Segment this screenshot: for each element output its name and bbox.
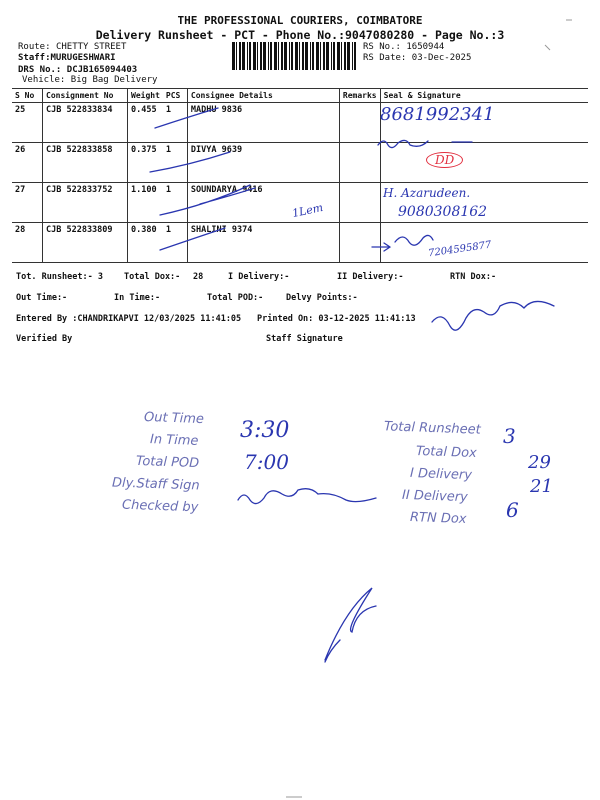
row-consignee: MADHU 9836: [187, 103, 339, 143]
row-consignment: CJB 522833858: [43, 143, 128, 183]
i-delivery-label: I Delivery:-: [228, 272, 290, 282]
tick-mark-3: [160, 185, 255, 215]
row-consignee: SHALINI 9374: [187, 223, 339, 263]
route-label: Route:: [18, 42, 51, 52]
stamp-checked-by: Checked by: [121, 497, 199, 516]
total-pod-label: Total POD:-: [207, 293, 264, 303]
staff-signature: [432, 301, 554, 330]
stamp-staff-signature: [238, 489, 376, 504]
handwritten-dd-circle: DD: [426, 152, 463, 168]
row-sno: 25: [12, 103, 43, 143]
col-remarks: Remarks: [339, 89, 380, 103]
row-consignment: CJB 522833834: [43, 103, 128, 143]
delvy-points-label: Delvy Points:-: [286, 293, 358, 303]
stamp-total-dox: Total Dox: [415, 443, 478, 462]
handwritten-total-dox: 29: [528, 452, 551, 473]
col-pcs: PCS: [163, 89, 188, 103]
tick-mark-2: [150, 152, 230, 172]
handwritten-name-3: H. Azarudeen.: [383, 186, 471, 200]
row-pcs: 1: [163, 143, 188, 183]
rs-date-value: 03-Dec-2025: [411, 53, 472, 63]
printed-on: Printed On: 03-12-2025 11:41:13: [257, 314, 416, 324]
col-consignee: Consignee Details: [187, 89, 339, 103]
handwritten-in-time: 7:00: [244, 450, 289, 474]
handwritten-phone-3: 9080308162: [398, 204, 488, 220]
row-consignee: DIVYA 9639: [187, 143, 339, 183]
handwritten-remark-3: 1Lem: [290, 200, 325, 221]
handwritten-i-delivery: 21: [530, 476, 553, 497]
handwritten-out-time: 3:30: [240, 418, 290, 443]
stamp-rtn-dox: RTN Dox: [409, 510, 467, 527]
row-sno: 28: [12, 223, 43, 263]
out-time-label: Out Time:-: [16, 293, 68, 303]
drs-value: DCJB165094403: [66, 65, 138, 75]
vehicle-value: Big Bag Delivery: [70, 75, 158, 85]
stamp-dly-staff-sign: Dly.Staff Sign: [111, 475, 200, 494]
col-seal: Seal & Signature: [380, 89, 588, 103]
route-value: CHETTY STREET: [55, 42, 127, 52]
verified-by: Verified By: [16, 334, 73, 344]
total-dox-value: 28: [193, 272, 204, 282]
vehicle-label: Vehicle:: [22, 75, 66, 85]
handwritten-total-runsheet: 3: [503, 424, 516, 448]
row-sno: 27: [12, 183, 43, 223]
staff-value: MURUGESHWARI: [50, 53, 116, 63]
rs-no-value: 1650944: [406, 42, 445, 52]
row26-signature: [378, 140, 472, 147]
row-weight: 1.100: [128, 183, 163, 223]
entered-by: Entered By :CHANDRIKAPVI 12/03/2025 11:41:05: [16, 314, 242, 324]
row-consignment: CJB 522833752: [43, 183, 128, 223]
rs-date-label: RS Date:: [363, 53, 407, 63]
stamp-total-runsheet: Total Runsheet: [383, 419, 481, 438]
row-pcs: 1: [163, 183, 188, 223]
rs-no-label: RS No.:: [363, 42, 401, 52]
staff-label: Staff:: [18, 53, 51, 63]
staff-signature-label: Staff Signature: [266, 334, 343, 344]
row-sno: 26: [12, 143, 43, 183]
ii-delivery-label: II Delivery:-: [337, 272, 404, 282]
col-sno: S No: [12, 89, 43, 103]
drs-label: DRS No.:: [18, 65, 62, 75]
row-consignee: SOUNDARYA 9416: [187, 183, 339, 223]
rtn-dox-label: RTN Dox:-: [450, 272, 497, 282]
handwritten-phone-4: 7204595877: [427, 239, 493, 260]
handwritten-phone-1: 8681992341: [380, 104, 495, 125]
total-dox-label: Total Dox:-: [124, 272, 181, 282]
row28-signature: [372, 235, 433, 251]
company-title: THE PROFESSIONAL COURIERS, COIMBATORE: [177, 14, 423, 27]
col-weight: Weight: [128, 89, 163, 103]
handwritten-ii-delivery: 6: [506, 498, 519, 522]
row-weight: 0.375: [128, 143, 163, 183]
row-pcs: 1: [163, 103, 188, 143]
in-time-label: In Time:-: [114, 293, 161, 303]
tick-mark-1: [155, 108, 218, 128]
stamp-total-pod: Total POD: [135, 453, 200, 472]
row-weight: 0.455: [128, 103, 163, 143]
tot-runsheet: Tot. Runsheet:- 3: [16, 272, 103, 282]
row-weight: 0.380: [128, 223, 163, 263]
checker-signature: [325, 588, 376, 662]
stamp-in-time: In Time: [149, 432, 199, 449]
row-pcs: 1: [163, 223, 188, 263]
runsheet-subtitle: Delivery Runsheet - PCT - Phone No.:9047080280 - Page No.:3: [95, 28, 505, 42]
stamp-out-time: Out Time: [143, 409, 205, 428]
tick-mark-4: [160, 228, 225, 250]
stamp-ii-delivery: II Delivery: [401, 487, 469, 506]
col-consignment: Consignment No: [43, 89, 128, 103]
stamp-i-delivery: I Delivery: [409, 465, 473, 484]
row-consignment: CJB 522833809: [43, 223, 128, 263]
